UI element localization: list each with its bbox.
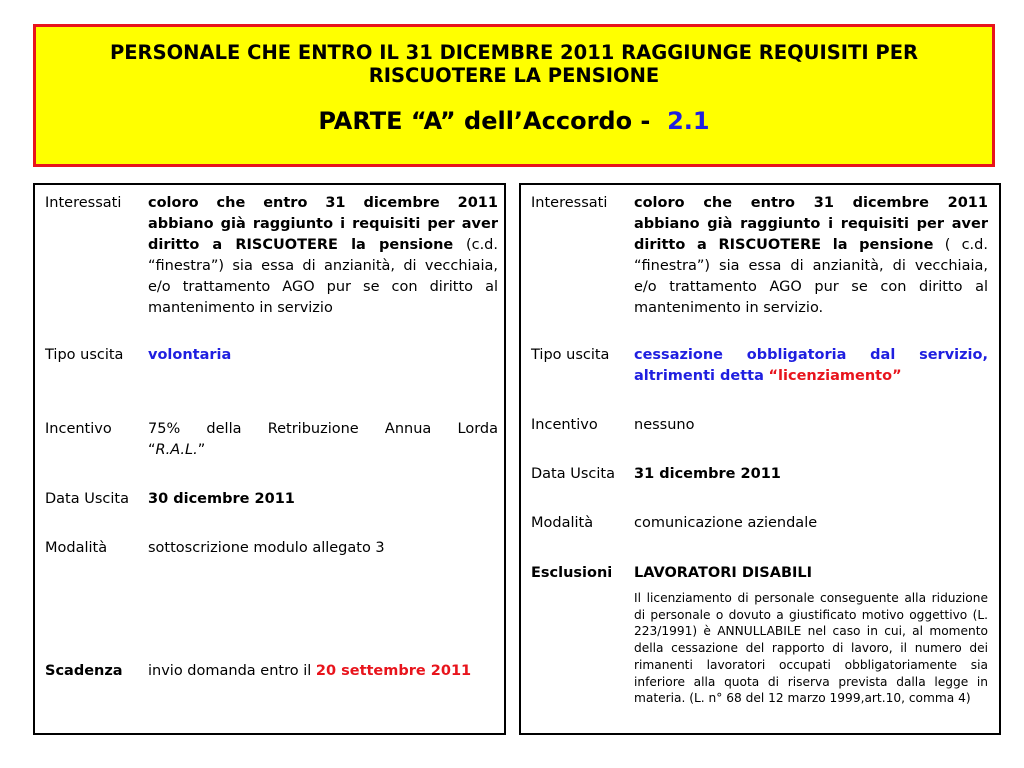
right-interessati-bold: coloro che entro 31 dicembre 2011 abbiano già raggiunto i requisiti per aver diritto a RISCUOTERE la pensione <box>634 195 988 253</box>
left-label-data-uscita: Data Uscita <box>45 491 129 507</box>
left-interessati-bold: coloro che entro 31 dicembre 2011 abbiano già raggiunto i requisiti per aver diritto a RISCUOTERE la pensione <box>148 195 498 253</box>
left-value-modalita: sottoscrizione modulo allegato 3 <box>148 540 385 556</box>
left-value-incentivo: 75% della Retribuzione Annua Lorda <box>148 421 498 437</box>
left-label-incentivo: Incentivo <box>45 421 112 437</box>
parte-number: 2.1 <box>667 107 710 135</box>
right-label-interessati: Interessati <box>531 195 608 211</box>
left-panel-volontaria <box>33 183 506 735</box>
left-scadenza-date: 20 settembre 2011 <box>315 663 472 679</box>
left-abbr-open-quote: “ <box>148 442 156 458</box>
right-value-modalita: comunicazione aziendale <box>634 515 818 531</box>
right-tipo-close-quote: ” <box>892 368 902 384</box>
title-banner <box>33 24 995 167</box>
right-value-tipo-uscita <box>634 345 988 387</box>
main-title <box>36 41 992 87</box>
left-label-tipo-uscita: Tipo uscita <box>45 347 124 363</box>
right-label-modalita: Modalità <box>531 515 594 531</box>
right-esclusioni-note: Il licenziamento di personale conseguente alla riduzione di personale o dovuto a giustificato motivo oggettivo (L. 223/1991) è ANNULLABILE nel caso in cui, al momento della cessazione del rapporto di lavoro, il numero dei rimanenti lavoratori occupati obbligatoriamente sia inferiore alla quota di riserva prevista dalla legge in materia. (L. n° 68 del 12 marzo 1999,art.10, comma 4) <box>634 591 988 706</box>
left-value-interessati <box>148 193 498 319</box>
left-label-interessati: Interessati <box>45 195 122 211</box>
left-label-modalita: Modalità <box>45 540 108 556</box>
right-label-incentivo: Incentivo <box>531 417 598 433</box>
right-value-esclusioni: LAVORATORI DISABILI <box>634 565 813 581</box>
left-tipo-volontaria: volontaria <box>148 347 232 363</box>
left-scadenza-text: invio domanda entro il <box>148 663 312 679</box>
left-value-incentivo-abbr <box>148 440 498 461</box>
parte-text: PARTE “A” dell’Accordo - <box>318 107 651 135</box>
parte-subtitle <box>36 107 992 135</box>
main-title-line2: RISCUOTERE LA PENSIONE <box>368 64 660 87</box>
main-title-line1: PERSONALE CHE ENTRO IL 31 DICEMBRE 2011 RAGGIUNGE REQUISITI PER <box>109 41 919 64</box>
right-label-data-uscita: Data Uscita <box>531 466 615 482</box>
left-value-scadenza <box>148 661 498 682</box>
right-value-interessati <box>634 193 988 319</box>
right-value-incentivo: nessuno <box>634 417 695 433</box>
left-abbr-close-quote: ” <box>197 442 206 458</box>
left-abbr-ral: R.A.L. <box>155 442 198 458</box>
right-label-tipo-uscita: Tipo uscita <box>531 347 610 363</box>
right-tipo-cessazione: cessazione obbligatoria dal servizio, altrimenti detta <box>634 347 988 384</box>
left-value-tipo-uscita <box>148 345 498 366</box>
left-interessati-rest: (c.d. “finestra”) sia essa di anzianità, di vecchiaia, e/o trattamento AGO pur se con diritto al mantenimento in servizio <box>148 237 498 316</box>
right-panel-obbligatoria <box>519 183 1001 735</box>
left-value-data-uscita: 30 dicembre 2011 <box>148 491 295 507</box>
right-label-esclusioni: Esclusioni <box>531 565 613 581</box>
right-tipo-open-quote: “ <box>768 368 779 384</box>
left-label-scadenza: Scadenza <box>45 663 123 679</box>
right-interessati-rest: ( c.d. “finestra”) sia essa di anzianità, di vecchiaia, e/o trattamento AGO pur se con diritto al mantenimento in servizio. <box>634 237 988 316</box>
right-value-data-uscita: 31 dicembre 2011 <box>634 466 781 482</box>
right-tipo-licenziamento: licenziamento <box>778 368 893 384</box>
